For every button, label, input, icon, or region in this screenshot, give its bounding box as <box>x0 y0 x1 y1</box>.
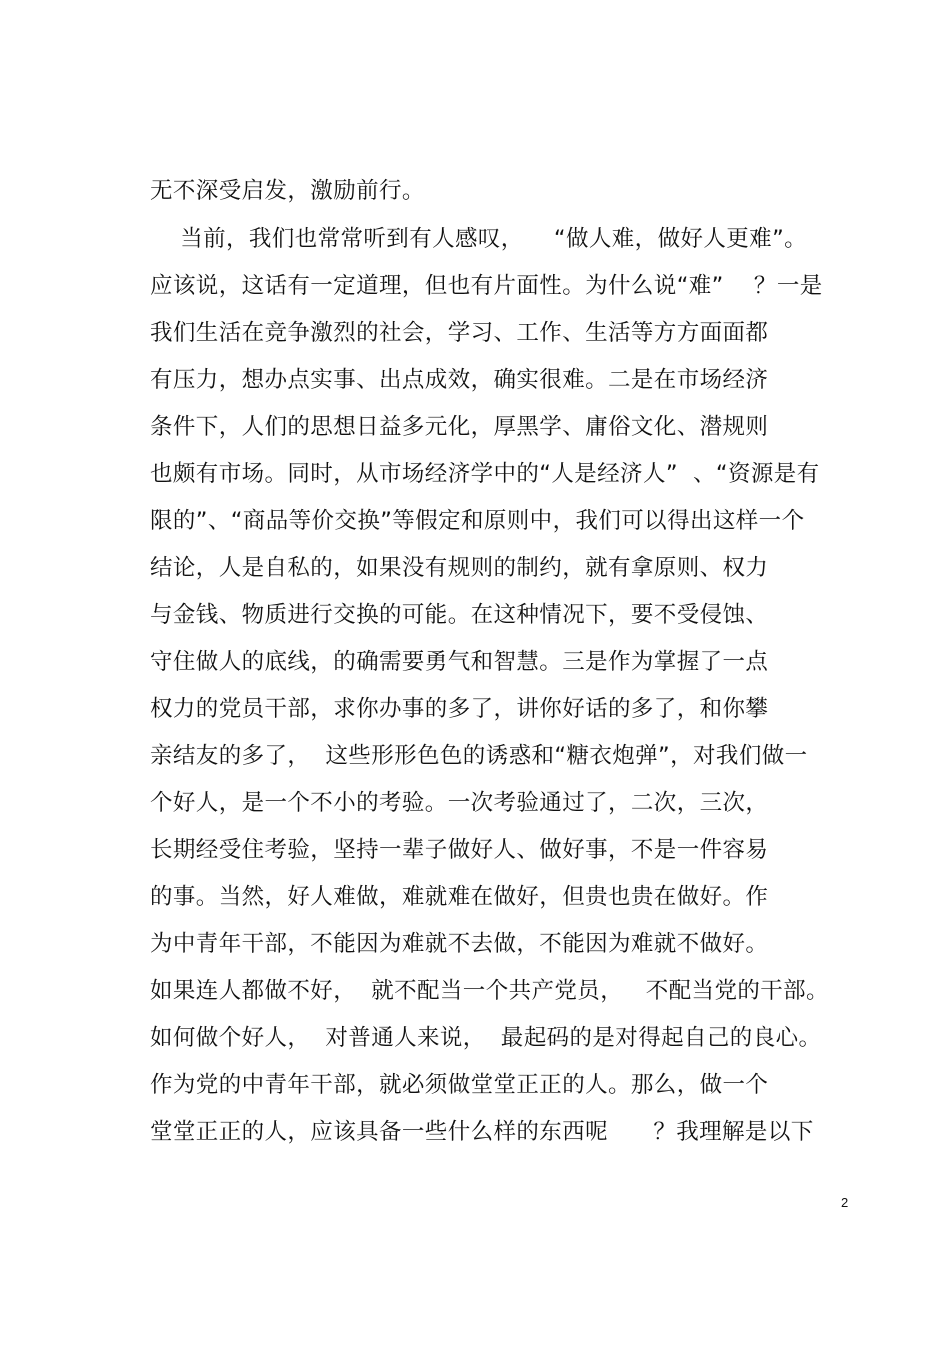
text-line: 无不深受启发，激励前行。 <box>150 178 425 204</box>
page-number: 2 <box>841 1195 849 1210</box>
text-line: 限的”、“商品等价交换”等假定和原则中，我们可以得出这样一个 <box>150 508 805 534</box>
text-line: 为中青年干部，不能因为难就不去做，不能因为难就不做好。 <box>150 931 769 957</box>
text-line: 当前，我们也常常听到有人感叹， “做人难，做好人更难”。 <box>150 226 808 252</box>
text-line: 如果连人都做不好， 就不配当一个共产党员， 不配当党的干部。 <box>150 978 829 1004</box>
text-line: 如何做个好人， 对普通人来说， 最起码的是对得起自己的良心。 <box>150 1025 822 1051</box>
text-line: 也颇有市场。同时，从市场经济学中的“人是经济人” 、“资源是有 <box>150 461 820 487</box>
text-line: 亲结友的多了， 这些形形色色的诱惑和“糖衣炮弹”，对我们做一 <box>150 743 808 769</box>
text-line: 作为党的中青年干部，就必须做堂堂正正的人。那么，做一个 <box>150 1072 769 1098</box>
text-line: 与金钱、物质进行交换的可能。在这种情况下，要不受侵蚀、 <box>150 602 769 628</box>
text-line: 应该说，这话有一定道理，但也有片面性。为什么说“难” ？一是 <box>150 273 823 299</box>
text-line: 条件下，人们的思想日益多元化，厚黑学、庸俗文化、潜规则 <box>150 414 769 440</box>
text-line: 堂堂正正的人，应该具备一些什么样的东西呢 ？我理解是以下 <box>150 1119 814 1145</box>
text-line: 我们生活在竞争激烈的社会，学习、工作、生活等方方面面都 <box>150 320 769 346</box>
text-line: 长期经受住考验，坚持一辈子做好人、做好事，不是一件容易 <box>150 837 769 863</box>
text-line: 守住做人的底线，的确需要勇气和智慧。三是作为掌握了一点 <box>150 649 769 675</box>
text-line: 有压力，想办点实事、出点成效，确实很难。二是在市场经济 <box>150 367 769 393</box>
text-line: 权力的党员干部，求你办事的多了，讲你好话的多了，和你攀 <box>150 696 769 722</box>
text-line: 的事。当然，好人难做，难就难在做好，但贵也贵在做好。作 <box>150 884 769 910</box>
text-line: 个好人，是一个不小的考验。一次考验通过了，二次，三次， <box>150 790 769 816</box>
text-line: 结论，人是自私的，如果没有规则的制约，就有拿原则、权力 <box>150 555 769 581</box>
